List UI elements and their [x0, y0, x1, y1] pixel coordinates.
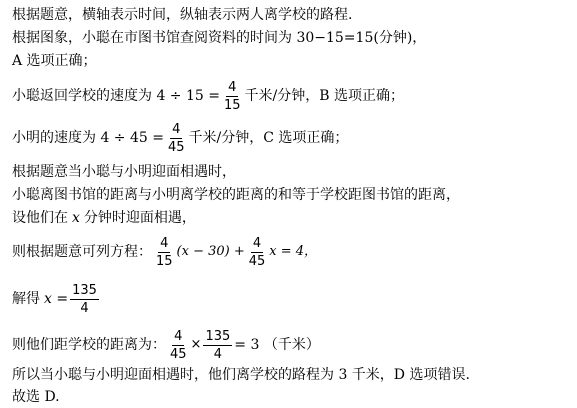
variable-x: x =	[44, 291, 69, 307]
fraction-denominator: 15	[223, 97, 241, 113]
line-text: 小聪返回学校的速度为 4 ÷ 15 =	[12, 88, 220, 104]
line-text: 则根据题意可列方程：	[12, 244, 152, 260]
text-line-10	[12, 279, 101, 319]
line-text: 小明的速度为 4 ÷ 45 =	[12, 130, 164, 146]
line-text: 解得	[12, 291, 40, 307]
text-line-8	[12, 209, 196, 227]
variable-x: x	[72, 210, 80, 226]
text-line-5	[12, 118, 348, 158]
fraction-denominator: 4	[213, 346, 222, 362]
times-sign: ×	[190, 337, 202, 352]
fraction-denominator: 45	[248, 253, 266, 269]
line-text: 根据题意，横轴表示时间，纵轴表示两人离学校的路程.	[12, 7, 353, 23]
fraction-denominator: 15	[156, 253, 173, 269]
text-line-7	[12, 186, 460, 204]
fraction-denominator: 45	[170, 346, 187, 362]
line-text: 所以当小聪与小明迎面相遇时，他们离学校的路程为 3 千米，D 选项错误.	[12, 367, 470, 383]
line-text: 故选 D.	[12, 389, 60, 405]
text-line-6	[12, 163, 236, 181]
line-text: 设他们在	[12, 210, 68, 226]
line-text: 小聪离图书馆的距离与小明离学校的距离的和等于学校距图书馆的距离，	[12, 187, 460, 203]
line-text: = 3 （千米）	[234, 337, 320, 353]
fraction	[247, 236, 268, 269]
fraction-numerator: 4	[172, 121, 181, 137]
equation-part: (x − 30) +	[176, 244, 245, 259]
text-line-1	[12, 6, 352, 24]
line-text: 根据题意当小聪与小明迎面相遇时，	[12, 164, 236, 180]
text-line-2	[12, 29, 426, 47]
fraction-numerator: 4	[174, 328, 183, 344]
text-line-3	[12, 52, 97, 70]
text-line-11	[12, 325, 320, 365]
fraction	[222, 80, 243, 113]
line-text: 则他们距学校的距离为：	[12, 337, 166, 353]
line-text: A 选项正确；	[12, 53, 97, 69]
fraction-numerator: 4	[228, 79, 237, 95]
fraction-denominator: 45	[167, 139, 185, 155]
text-line-9	[12, 232, 317, 272]
fraction-numerator: 4	[160, 235, 169, 251]
fraction-numerator: 135	[72, 282, 97, 298]
fraction	[166, 122, 187, 155]
text-line-13	[12, 388, 60, 406]
fraction-numerator: 135	[205, 328, 231, 344]
text-line-12	[12, 366, 470, 384]
fraction-denominator: 4	[80, 300, 89, 316]
fraction-numerator: 4	[252, 235, 262, 251]
line-text: 千米/分钟，C 选项正确；	[188, 130, 349, 146]
line-text: 根据图象，小聪在市图书馆查阅资料的时间为 30−15=15(分钟)，	[12, 30, 427, 46]
text-line-4	[12, 76, 404, 116]
fraction	[203, 329, 232, 362]
equation-part: x = 4，	[269, 244, 318, 259]
line-text: 千米/分钟，B 选项正确；	[244, 88, 404, 104]
fraction	[154, 236, 175, 269]
fraction	[70, 283, 99, 316]
line-text: 分钟时迎面相遇，	[83, 210, 196, 226]
fraction	[168, 329, 189, 362]
